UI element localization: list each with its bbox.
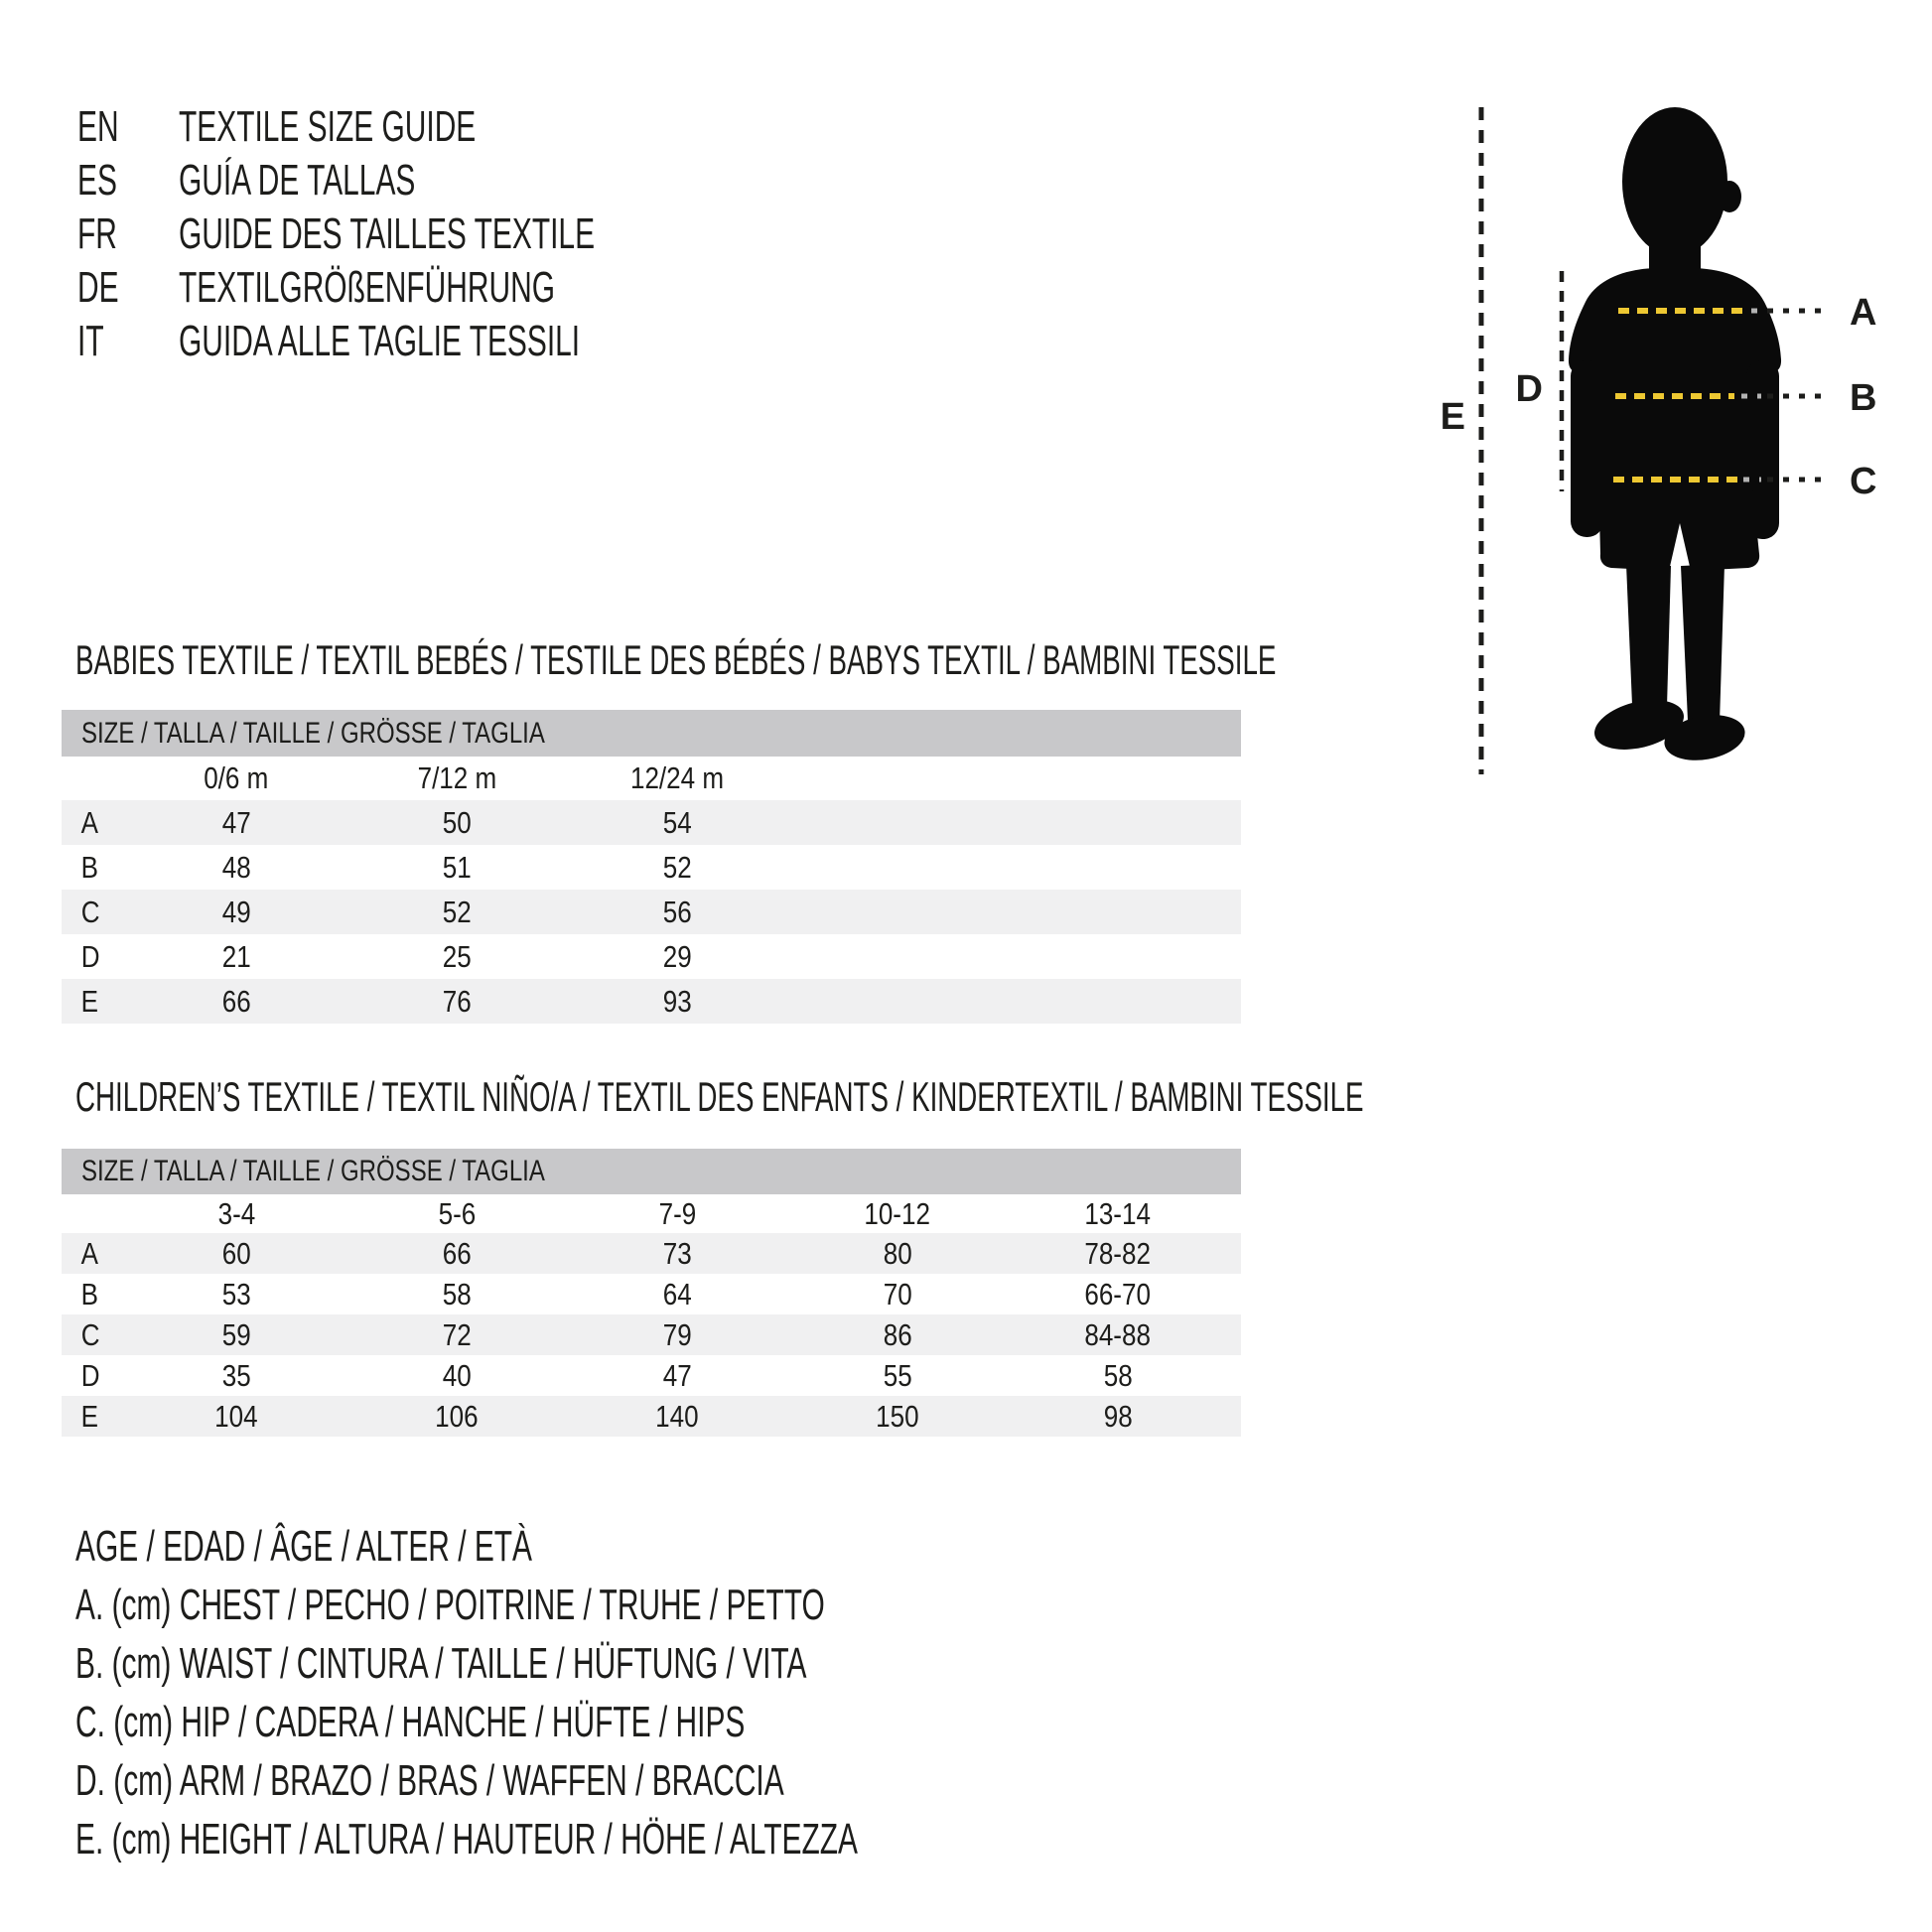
- table-row-babies-d: [62, 934, 1241, 979]
- row-label: C: [80, 894, 100, 929]
- children-column-header: 7-9: [658, 1195, 696, 1231]
- table-cell: 40: [442, 1357, 472, 1393]
- marker-label-a: A: [1850, 292, 1877, 334]
- shorts-shape: [1598, 477, 1759, 571]
- row-label: B: [80, 1276, 99, 1311]
- lang-code-de: DE: [77, 263, 119, 312]
- children-size-table: [62, 1149, 1241, 1437]
- table-row-children-e: [62, 1396, 1241, 1437]
- table-row-children-b: [62, 1274, 1241, 1314]
- babies-column-header: 7/12 m: [417, 760, 496, 795]
- row-label: B: [80, 849, 99, 885]
- table-cell: 79: [662, 1316, 692, 1352]
- table-cell: 47: [221, 804, 251, 840]
- children-size-header-bar: [62, 1149, 1241, 1194]
- lang-title-de: TEXTILGRÖßENFÜHRUNG: [179, 263, 556, 312]
- legend-line-waist: B. (cm) WAIST / CINTURA / TAILLE / HÜFTUNG / VITA: [75, 1639, 807, 1688]
- table-row-babies-a: [62, 800, 1241, 845]
- table-cell: 56: [662, 894, 692, 929]
- children-size-header-text: SIZE / TALLA / TAILLE / GRÖSSE / TAGLIA: [81, 1155, 545, 1187]
- children-column-header-row: [62, 1194, 1241, 1233]
- children-column-header: 5-6: [438, 1195, 476, 1231]
- marker-label-c: C: [1850, 461, 1877, 502]
- table-cell: 98: [1103, 1398, 1133, 1434]
- table-row-babies-e: [62, 979, 1241, 1024]
- table-cell: 59: [221, 1316, 251, 1352]
- table-cell: 72: [442, 1316, 472, 1352]
- table-cell: 66: [221, 983, 251, 1019]
- table-cell: 53: [221, 1276, 251, 1311]
- children-column-header: 3-4: [217, 1195, 255, 1231]
- left-arm-shape: [1571, 360, 1603, 537]
- table-cell: 58: [442, 1276, 472, 1311]
- left-leg-shape: [1626, 564, 1671, 707]
- table-cell: 29: [662, 938, 692, 974]
- table-cell: 86: [883, 1316, 912, 1352]
- children-section-heading: [75, 1073, 1932, 1120]
- babies-size-header-bar: [62, 710, 1241, 757]
- row-label: C: [80, 1316, 100, 1352]
- lang-title-it: GUIDA ALLE TAGLIE TESSILI: [179, 317, 581, 365]
- table-cell: 25: [442, 938, 472, 974]
- measurement-illustration: [1420, 79, 1906, 894]
- children-column-header: 13-14: [1084, 1195, 1152, 1231]
- legend-line-chest: A. (cm) CHEST / PECHO / POITRINE / TRUHE / PETTO: [75, 1581, 825, 1629]
- lang-code-es: ES: [77, 156, 117, 205]
- table-cell: 54: [662, 804, 692, 840]
- row-label: E: [80, 983, 99, 1019]
- ear-shape: [1718, 181, 1741, 212]
- table-cell: 78-82: [1084, 1235, 1152, 1271]
- table-row-children-d: [62, 1355, 1241, 1396]
- table-cell: 140: [655, 1398, 699, 1434]
- table-row-babies-c: [62, 890, 1241, 934]
- lang-title-fr: GUIDE DES TAILLES TEXTILE: [179, 209, 596, 258]
- table-cell: 58: [1103, 1357, 1133, 1393]
- legend-line-arm: D. (cm) ARM / BRAZO / BRAS / WAFFEN / BRACCIA: [75, 1756, 784, 1805]
- table-cell: 60: [221, 1235, 251, 1271]
- row-label: D: [80, 938, 100, 974]
- table-cell: 76: [442, 983, 472, 1019]
- table-cell: 70: [883, 1276, 912, 1311]
- table-cell: 49: [221, 894, 251, 929]
- legend-line-hip: C. (cm) HIP / CADERA / HANCHE / HÜFTE / HIPS: [75, 1698, 746, 1746]
- table-cell: 52: [442, 894, 472, 929]
- row-label: D: [80, 1357, 100, 1393]
- children-column-header: 10-12: [864, 1195, 931, 1231]
- lang-title-en: TEXTILE SIZE GUIDE: [179, 102, 477, 151]
- table-cell: 66: [442, 1235, 472, 1271]
- table-cell: 51: [442, 849, 472, 885]
- table-cell: 93: [662, 983, 692, 1019]
- table-cell: 55: [883, 1357, 912, 1393]
- marker-label-e: E: [1440, 396, 1465, 438]
- table-cell: 66-70: [1084, 1276, 1152, 1311]
- table-cell: 48: [221, 849, 251, 885]
- row-label: E: [80, 1398, 99, 1434]
- table-cell: 52: [662, 849, 692, 885]
- table-row-babies-b: [62, 845, 1241, 890]
- babies-section-heading: [75, 636, 1894, 683]
- marker-label-b: B: [1850, 377, 1877, 419]
- table-cell: 80: [883, 1235, 912, 1271]
- children-section-heading-text: CHILDREN’S TEXTILE / TEXTIL NIÑO/A / TEXTIL DES ENFANTS / KINDERTEXTIL / BAMBINI TESSILE: [75, 1073, 1364, 1120]
- row-label: A: [80, 804, 99, 840]
- babies-size-table: [62, 710, 1241, 1024]
- row-label: A: [80, 1235, 99, 1271]
- marker-label-d: D: [1515, 368, 1543, 410]
- babies-column-header-row: [62, 757, 1241, 800]
- lang-code-fr: FR: [77, 209, 117, 258]
- table-cell: 50: [442, 804, 472, 840]
- legend-line-height: E. (cm) HEIGHT / ALTURA / HAUTEUR / HÖHE / ALTEZZA: [75, 1815, 859, 1863]
- babies-size-header-text: SIZE / TALLA / TAILLE / GRÖSSE / TAGLIA: [81, 716, 545, 750]
- lang-code-en: EN: [77, 102, 119, 151]
- table-row-children-c: [62, 1314, 1241, 1355]
- table-cell: 35: [221, 1357, 251, 1393]
- table-cell: 64: [662, 1276, 692, 1311]
- table-cell: 73: [662, 1235, 692, 1271]
- child-silhouette-diagram: [1420, 79, 1906, 894]
- table-cell: 150: [876, 1398, 919, 1434]
- table-cell: 84-88: [1084, 1316, 1152, 1352]
- babies-section-heading-text: BABIES TEXTILE / TEXTIL BEBÉS / TESTILE DES BÉBÉS / BABYS TEXTIL / BAMBINI TESSILE: [75, 636, 1277, 683]
- table-cell: 104: [214, 1398, 258, 1434]
- table-cell: 21: [221, 938, 251, 974]
- babies-column-header: 12/24 m: [629, 760, 725, 795]
- table-cell: 47: [662, 1357, 692, 1393]
- lang-code-it: IT: [77, 317, 104, 365]
- legend-line-age: AGE / EDAD / ÂGE / ALTER / ETÀ: [75, 1522, 533, 1571]
- table-cell: 106: [435, 1398, 479, 1434]
- babies-column-header: 0/6 m: [204, 760, 269, 795]
- table-row-children-a: [62, 1233, 1241, 1274]
- lang-title-es: GUÍA DE TALLAS: [179, 156, 416, 205]
